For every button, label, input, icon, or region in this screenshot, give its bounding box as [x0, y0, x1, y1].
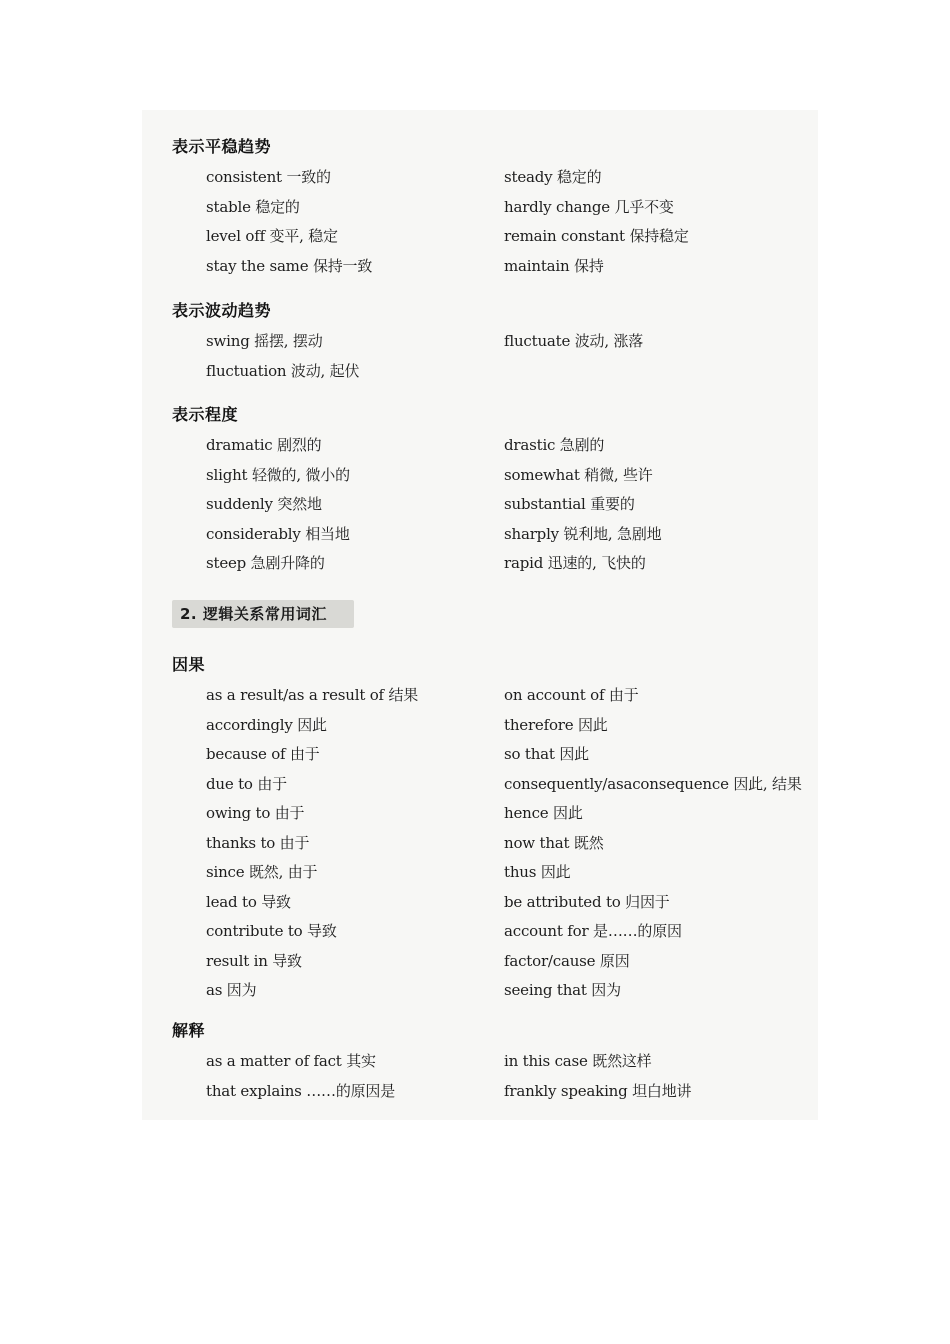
vocab-item: that explains ……的原因是	[206, 1081, 396, 1100]
vocab-item: considerably 相当地	[206, 524, 350, 543]
vocab-item: account for 是……的原因	[504, 922, 682, 940]
vocab-item: therefore 因此	[504, 715, 608, 734]
vocab-item: hence 因此	[504, 804, 583, 822]
vocab-item: dramatic 剧烈的	[206, 436, 322, 454]
vocab-item: thanks to 由于	[206, 833, 310, 852]
vocab-item: hardly change 几乎不变	[504, 197, 674, 216]
vocab-item: contribute to 导致	[206, 922, 337, 940]
vocab-item: due to 由于	[206, 774, 287, 793]
vocab-item: stable 稳定的	[206, 197, 300, 216]
vocab-item: suddenly 突然地	[206, 495, 322, 513]
vocab-item: drastic 急剧的	[504, 436, 605, 454]
group-fluctuation-trend	[172, 298, 832, 386]
vocab-item: thus 因此	[504, 863, 571, 881]
vocab-grid	[206, 1047, 832, 1106]
vocab-item: now that 既然	[504, 833, 604, 852]
vocab-item: owing to 由于	[206, 804, 305, 822]
group-explanation	[172, 1018, 832, 1106]
vocab-item: rapid 迅速的, 飞快的	[504, 554, 646, 572]
vocab-item: be attributed to 归因于	[504, 892, 670, 911]
group-heading: 解释	[172, 1021, 206, 1040]
group-cause-effect	[172, 652, 832, 1006]
section-title: 2. 逻辑关系常用词汇	[172, 600, 354, 628]
vocab-item: factor/cause 原因	[504, 951, 630, 970]
vocab-item: remain constant 保持稳定	[504, 227, 689, 245]
vocab-item: swing 摇摆, 摆动	[206, 332, 323, 350]
group-heading: 因果	[172, 655, 206, 674]
group-heading: 表示平稳趋势	[172, 137, 272, 156]
vocab-item: steady 稳定的	[504, 168, 602, 186]
vocab-grid	[206, 163, 832, 281]
vocab-item: consistent 一致的	[206, 168, 331, 186]
vocab-item: accordingly 因此	[206, 715, 327, 734]
vocab-item: as a result/as a result of 结果	[206, 686, 419, 704]
vocab-item: so that 因此	[504, 745, 589, 763]
vocab-item: fluctuation 波动, 起伏	[206, 361, 360, 380]
vocab-item: fluctuate 波动, 涨落	[504, 332, 644, 350]
vocab-item: level off 变平, 稳定	[206, 227, 338, 245]
vocab-grid	[206, 431, 832, 579]
vocab-item: since 既然, 由于	[206, 863, 318, 881]
group-heading: 表示程度	[172, 405, 239, 424]
vocab-item: slight 轻微的, 微小的	[206, 465, 350, 484]
vocab-item: stay the same 保持一致	[206, 256, 373, 275]
vocab-item	[504, 357, 864, 387]
vocab-item: frankly speaking 坦白地讲	[504, 1081, 692, 1100]
vocab-item: seeing that 因为	[504, 981, 621, 999]
vocab-item: substantial 重要的	[504, 495, 635, 513]
vocab-item: as a matter of fact 其实	[206, 1052, 376, 1070]
group-steady-trend	[172, 134, 832, 281]
vocab-item: in this case 既然这样	[504, 1052, 652, 1070]
vocab-item: steep 急剧升降的	[206, 554, 325, 572]
group-heading: 表示波动趋势	[172, 301, 272, 320]
group-degree	[172, 402, 832, 579]
vocab-item: consequently/asaconsequence 因此, 结果	[504, 774, 802, 793]
vocab-item: maintain 保持	[504, 256, 604, 275]
vocab-grid	[206, 327, 832, 386]
vocab-item: somewhat 稍微, 些许	[504, 465, 653, 484]
vocab-item: on account of 由于	[504, 686, 639, 704]
vocab-item: sharply 锐利地, 急剧地	[504, 524, 662, 543]
vocab-item: result in 导致	[206, 951, 302, 970]
vocab-item: as 因为	[206, 981, 257, 999]
vocab-item: lead to 导致	[206, 892, 291, 911]
vocab-grid	[206, 681, 832, 1006]
vocab-item: because of 由于	[206, 745, 320, 763]
